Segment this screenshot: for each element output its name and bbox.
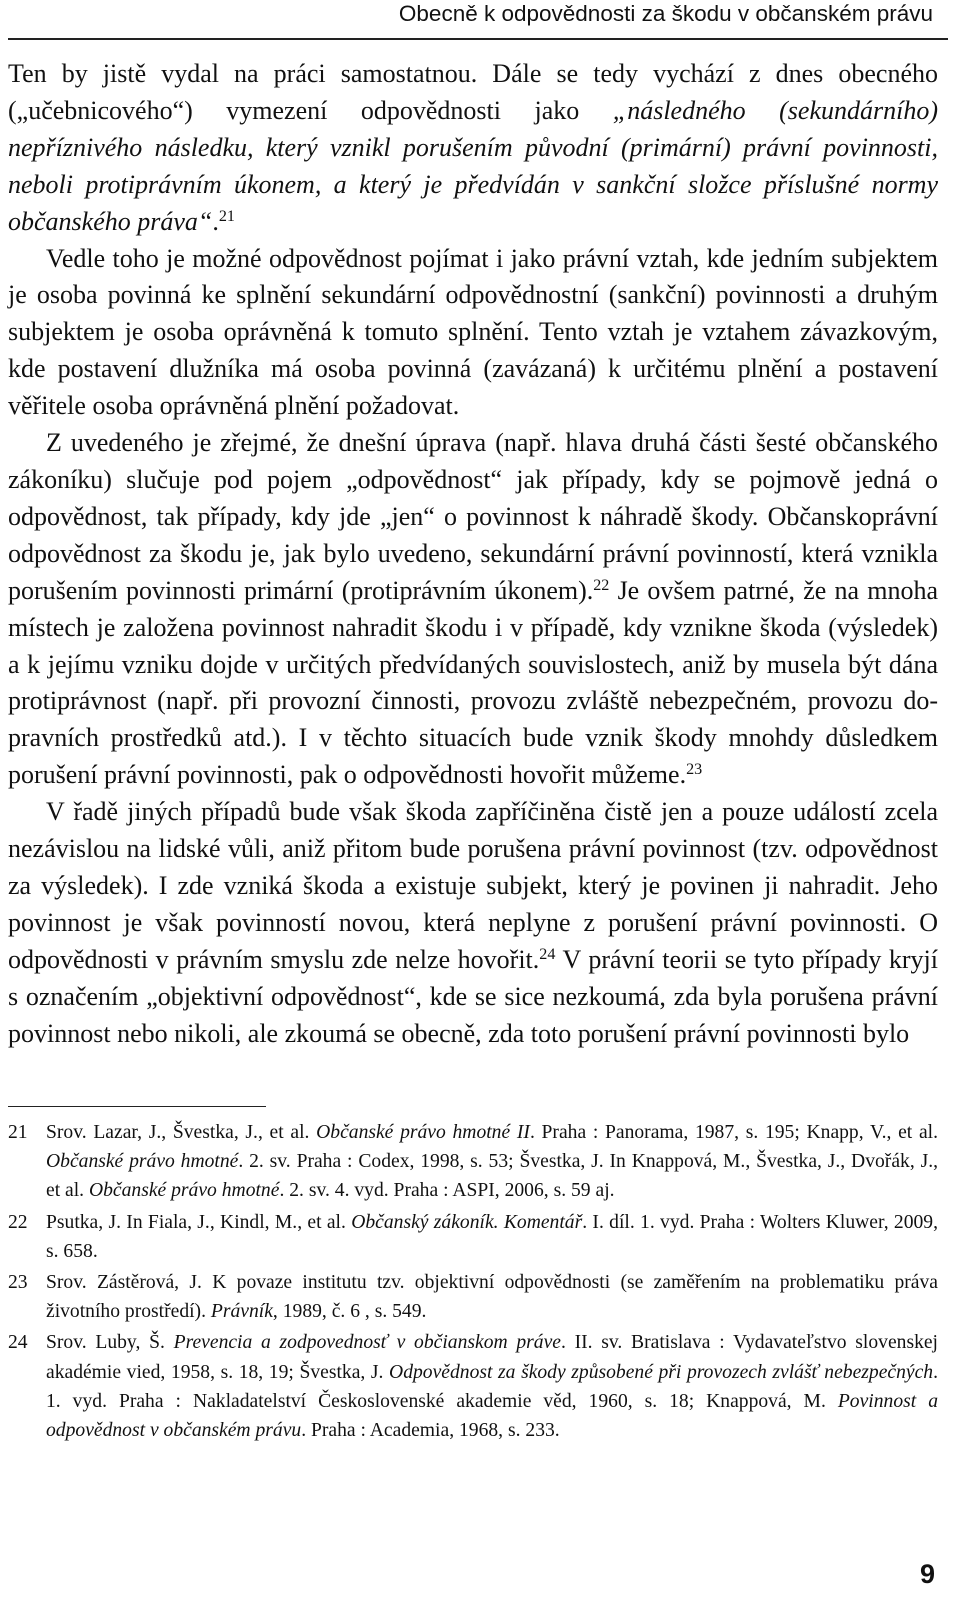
running-header: Obecně k odpovědnosti za škodu v občanském právu: [398, 1, 933, 26]
footnote-number: 21: [8, 1122, 28, 1143]
header-rule: [8, 38, 948, 40]
citation-text: . I. díl. 1. vyd. Praha : Wolters Kluwer, 2009, s. 658.: [46, 1211, 939, 1262]
footnote-23: [8, 1268, 938, 1326]
cited-title: Právník: [210, 1301, 273, 1323]
cited-title: Občanské právo hmotné: [88, 1180, 280, 1202]
paragraph-4: [8, 794, 938, 1052]
cited-title: Povinnost a odpovědnost v občanském právu: [46, 1390, 938, 1442]
cited-title: Odpovědnost za škody způsobené při provozech zvlášť nebezpečných: [389, 1361, 934, 1383]
paragraph-3: [8, 425, 938, 794]
footnote-text: [46, 1208, 938, 1266]
paragraph-4-text-b: V právní teorii se tyto případy kryjí s označením „objektivní odpovědnost“, kde se sice nezkoumá, zda byla porušena právní povinnost nebo nikoli, ale zkoumá se obecně, zda toto porušení právní povinnosti bylo: [8, 944, 939, 1048]
footnote-text: [46, 1118, 938, 1206]
footnote-rule: [8, 1106, 266, 1107]
footnote-22: [8, 1208, 938, 1266]
citation-text: . 1. vyd. Praha : Nakladatelství Československé akademie věd, 1960, s. 18; Knappová, M.: [46, 1361, 938, 1412]
paragraph-1-text-b: .: [212, 206, 219, 236]
footnote-21: [8, 1118, 938, 1206]
paragraph-1-text-a: Ten by jistě vydal na práci samostatnou. Dále se tedy vychází z dnes obecného („učebnicového“) vymezení odpovědnosti jako: [8, 59, 938, 125]
cited-title: Občanské právo hmotné: [46, 1151, 239, 1173]
citation-text: , 1989, č. 6 , s. 549.: [272, 1301, 427, 1323]
paragraph-3-text-b: Je ovšem patrné, že na mnoha místech je založena povinnost nahradit škodu i v případě, kdy vznikne škoda (výsledek) a k jejímu vzniku dojde v určitých předvídaných souvislostech, aniž by musela být dána protiprávnost (např. při provozní činnosti, provozu zvláště nebezpečném, provozu dopravních prostředků atd.). I v těchto situacích bude vznik škody mnohdy důsledkem porušení právní povinnosti, pak o odpovědnosti hovořit můžeme.: [8, 575, 938, 790]
citation-text: . 2. sv. 4. vyd. Praha : ASPI, 2006, s. 59 aj.: [279, 1180, 615, 1202]
footnote-24: [8, 1328, 938, 1445]
citation-text: . Praha : Panorama, 1987, s. 195; Knapp, V., et al.: [529, 1122, 938, 1143]
paragraph-4-text-a: V řadě jiných případů bude však škoda zapříčiněna čistě jen a pouze událostí zcela nezávislou na lidské vůli, aniž přitom bude porušena právní povinnost (tzv. odpovědnost za výsledek). I zde vzniká škoda a existuje subjekt, který je povinen ji nahradit. Jeho povinnost je však povinností novou, která neplyne z porušení právní povinnosti. O odpovědnosti v právním smyslu zde nelze hovořit.: [8, 797, 938, 974]
footnote-ref-24[interactable]: 24: [539, 945, 556, 963]
paragraph-2: Vedle toho je možné odpovědnost pojímat i jako právní vztah, kde jedním subjektem je osoba povinná ke splnění sekundární odpovědnostní (sankční) povinnosti a druhým subjektem je osoba oprávněná k tomuto splnění. Tento vztah je vztahem závazkovým, kde postavení dlužníka má osoba povinná (zavázaná) k určitému plnění a postavení věřitele osoba oprávněná plnění požadovat.: [8, 243, 938, 421]
citation-text: Srov. Lazar, J., Švestka, J., et al.: [46, 1122, 317, 1143]
footnote-number: 24: [8, 1332, 28, 1354]
footnote-text: [46, 1268, 938, 1326]
cited-title: Prevencia a zodpovednosť v občianskom práve: [173, 1332, 561, 1354]
footnote-ref-21[interactable]: 21: [218, 207, 235, 225]
footnote-ref-23[interactable]: 23: [686, 761, 703, 779]
paragraph-3-text-a: Z uvedeného je zřejmé, že dnešní úprava (např. hlava druhá části šesté občanského zákoníku) slučuje pod pojem „odpovědnost“ jak případy, kdy se pojmově jedná o odpovědnost, tak případy, kdy jde „jen“ o povinnost k náhradě škody. Občanskoprávní odpovědnost za škodu je, jak bylo uvedeno, sekundární právní povinností, která vznikla porušením povinnosti primární (protiprávním úkonem).: [8, 428, 938, 605]
page-number: 9: [919, 1559, 935, 1589]
citation-text: Srov. Zástěrová, J. K povaze institutu tzv. objektivní odpovědnosti (se zaměřením na problematiku práva životního prostředí).: [46, 1272, 938, 1323]
citation-text: Psutka, J. In Fiala, J., Kindl, M., et al.: [46, 1211, 352, 1233]
footnote-ref-22[interactable]: 22: [593, 576, 610, 594]
cited-title: Občanský zákoník. Komentář: [351, 1211, 583, 1233]
citation-text: . Praha : Academia, 1968, s. 233.: [301, 1420, 560, 1442]
footnotes: [8, 1118, 938, 1445]
footnote-number: 22: [8, 1211, 28, 1233]
main-text: [8, 56, 938, 1052]
citation-text: . II. sv. Bratislava : Vydavateľstvo slovenskej akadémie vied, 1958, s. 18, 19; Švestka, J.: [46, 1332, 939, 1383]
cited-title: Občanské právo hmotné II: [316, 1122, 530, 1143]
citation-text: Srov. Luby, Š.: [46, 1332, 174, 1354]
footnote-text: [46, 1328, 938, 1445]
paragraph-1: [8, 56, 938, 241]
definition-quote: „následného (sekundárního) nepříznivého následku, který vznikl porušením původní (primární) právní povinnosti, neboli protiprávním úkonem, a který je předvídán v sankční složce příslušné normy občanského práva“: [8, 95, 938, 236]
footnote-number: 23: [8, 1272, 28, 1294]
citation-text: . 2. sv. Praha : Codex, 1998, s. 53; Švestka, J. In Knappová, M., Švestka, J., Dvořák, J., et al.: [46, 1151, 938, 1202]
